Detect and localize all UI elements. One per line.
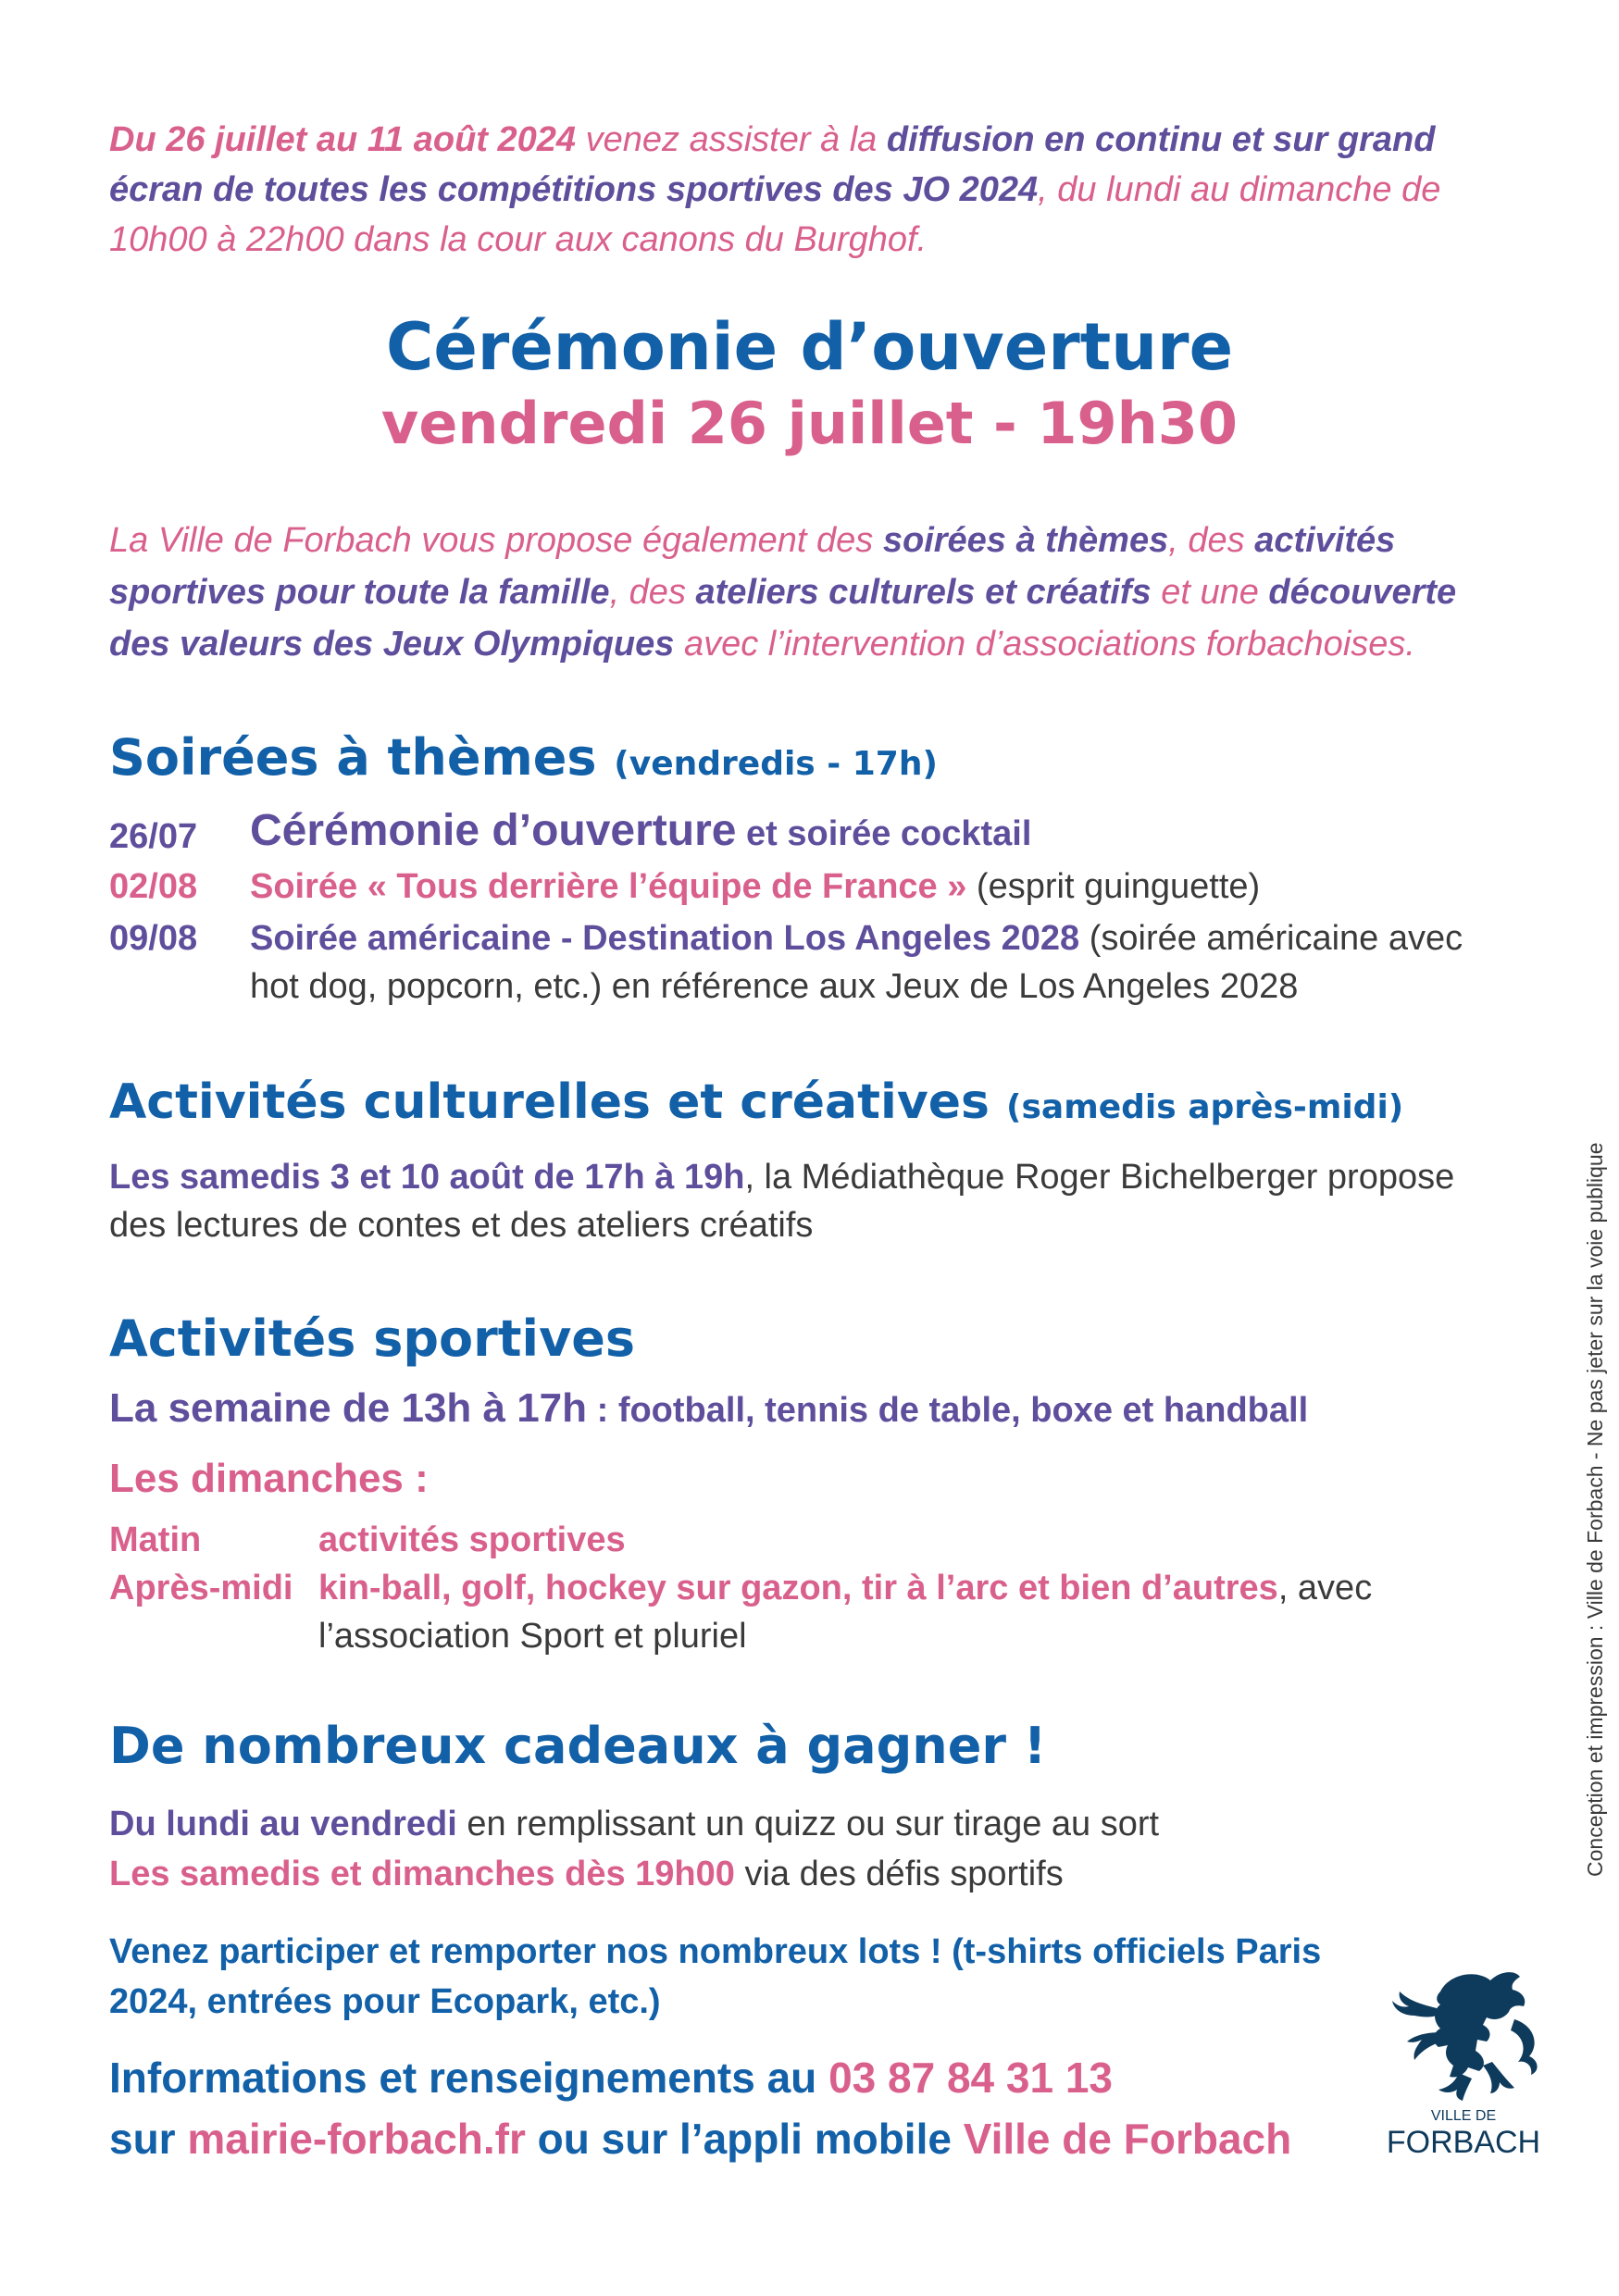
contact-app-name: Ville de Forbach <box>963 2115 1292 2163</box>
schedule-value-rest: , avec l’association Sport et pluriel <box>318 1569 1373 1656</box>
semaine-rest: : football, tennis de table, boxe et handball <box>587 1391 1309 1430</box>
event-date: 26/07 <box>109 817 198 856</box>
gifts-line1-bold: Du lundi au vendredi <box>109 1805 457 1843</box>
dimanches-heading: Les dimanches : <box>109 1456 429 1501</box>
event-rest: (esprit guinguette) <box>966 867 1261 906</box>
proposal-text-4: et une <box>1151 573 1269 612</box>
proposal-highlight-4: découverte des valeurs des Jeux Olympiques <box>109 573 1457 664</box>
semaine-lead: La semaine de 13h à 17h <box>109 1385 588 1431</box>
section-title-sportives: Activités sportives <box>109 1309 636 1368</box>
culturelles-title-text: Activités culturelles et créatives <box>109 1074 990 1130</box>
proposal-text-1: La Ville de Forbach vous propose également des <box>109 521 883 560</box>
intro-text-2: , du lundi au dimanche de 10h00 à 22h00 dans la cour aux canons du Burghof. <box>109 170 1441 259</box>
contact-phone[interactable]: 03 87 84 31 13 <box>828 2054 1114 2102</box>
schedule-value-bold: kin-ball, golf, hockey sur gazon, tir à l’arc et bien d’autres <box>318 1569 1278 1607</box>
gifts-line1-rest: en remplissant un quizz ou sur tirage au sort <box>456 1805 1160 1843</box>
event-text <box>250 914 1518 1011</box>
event-rest: (soirée américaine avec hot dog, popcorn, etc.) en référence aux Jeux de Los Angeles 2028 <box>250 919 1463 1006</box>
section-title-culturelles <box>109 1070 1403 1140</box>
proposal-highlight-2: activités sportives pour toute la famille <box>109 521 1396 612</box>
schedule-label: Matin <box>109 1520 202 1559</box>
logo-small-text: VILLE DE <box>1430 2108 1497 2124</box>
soirees-title-text: Soirées à thèmes <box>109 728 597 787</box>
contact-text-1: Informations et renseignements au <box>109 2054 829 2102</box>
culturelles-paragraph <box>109 1153 1516 1249</box>
gifts-line2-rest: via des défis sportifs <box>734 1855 1064 1893</box>
logo-big-text: FORBACH <box>1386 2125 1541 2160</box>
section-title-soirees <box>109 726 938 797</box>
proposal-paragraph <box>109 515 1516 670</box>
proposal-text-3: , des <box>609 573 696 612</box>
intro-highlight: diffusion en continu et sur grand écran de toutes les compétitions sportives des JO 2024 <box>109 120 1436 209</box>
schedule-value <box>318 1564 1513 1660</box>
logo <box>1376 1964 1551 2241</box>
proposal-text-2: , des <box>1168 521 1255 560</box>
culturelles-subtitle: (samedis après-midi) <box>1006 1088 1404 1126</box>
contact-text-2: sur <box>109 2115 188 2163</box>
event-text <box>250 807 1518 858</box>
event-main: Soirée « Tous derrière l’équipe de France » <box>250 867 967 906</box>
soirees-subtitle: (vendredis - 17h) <box>614 745 938 783</box>
lion-icon <box>1376 1964 1551 2103</box>
gifts-paragraph <box>109 1799 1516 1899</box>
gifts-line2-bold: Les samedis et dimanches dès 19h00 <box>109 1855 735 1893</box>
culturelles-text: , la Médiathèque Roger Bichelberger propose des lectures de contes et des ateliers créatifs <box>109 1158 1455 1245</box>
schedule-value: activités sportives <box>318 1520 626 1559</box>
side-credit: Conception et impression : Ville de Forbach - Ne pas jeter sur la voie publique <box>1583 1142 1607 1877</box>
event-main: Cérémonie d’ouverture <box>250 806 737 855</box>
event-main: Soirée américaine - Destination Los Angeles 2028 <box>250 919 1080 958</box>
contact-text-3: ou sur l’appli mobile <box>525 2115 964 2163</box>
contact-website-link[interactable]: mairie-forbach.fr <box>187 2115 526 2163</box>
event-rest: et soirée cocktail <box>736 814 1032 853</box>
contact-info <box>109 2047 1516 2169</box>
culturelles-bold: Les samedis 3 et 10 août de 17h à 19h <box>109 1158 745 1197</box>
event-date: 02/08 <box>109 867 198 906</box>
event-text <box>250 863 1518 911</box>
intro-dates: Du 26 juillet au 11 août 2024 <box>109 120 577 159</box>
ceremony-date: vendredi 26 juillet - 19h30 <box>380 390 1239 457</box>
proposal-highlight-1: soirées à thèmes <box>882 521 1169 560</box>
intro-paragraph <box>109 115 1516 265</box>
semaine-line <box>109 1381 1516 1438</box>
event-date: 09/08 <box>109 919 198 958</box>
schedule-label: Après-midi <box>109 1569 293 1607</box>
section-title-cadeaux: De nombreux cadeaux à gagner ! <box>109 1717 1047 1775</box>
proposal-highlight-3: ateliers culturels et créatifs <box>695 573 1152 612</box>
venez-paragraph: Venez participer et remporter nos nombreux lots ! (t-shirts officiels Paris 2024, entrées pour Ecopark, etc.) <box>109 1932 1322 2021</box>
ceremony-title: Cérémonie d’ouverture <box>385 309 1234 385</box>
intro-text-1: venez assister à la <box>576 120 887 159</box>
proposal-text-5: avec l’intervention d’associations forbachoises. <box>674 625 1415 664</box>
